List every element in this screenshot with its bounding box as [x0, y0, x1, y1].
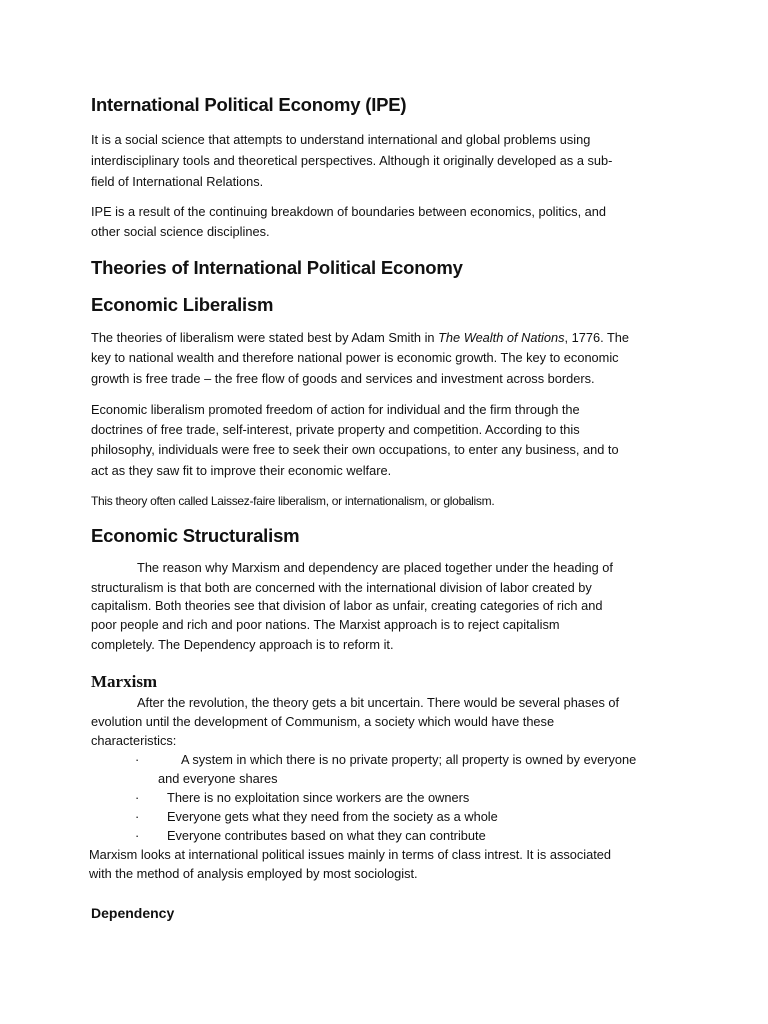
ipe-para2-line2: other social science disciplines.: [91, 224, 270, 239]
structuralism-heading: Economic Structuralism: [91, 525, 300, 546]
theories-heading: Theories of International Political Economy: [91, 257, 463, 278]
ipe-para1-line1: It is a social science that attempts to understand international and global problems using: [91, 132, 591, 147]
liberalism-text-post: , 1776. The: [564, 330, 630, 345]
marxism-bullet2: There is no exploitation since workers are the owners: [167, 790, 470, 805]
marxism-heading: Marxism: [91, 672, 158, 691]
marxism-bullet1-line1: A system in which there is no private property; all property is owned by everyone: [181, 752, 637, 767]
marxism-outro-line2: with the method of analysis employed by most sociologist.: [89, 866, 418, 881]
book-title: The Wealth of Nations: [438, 330, 565, 345]
structuralism-line3: capitalism. Both theories see that division of labor as unfair, creating categories of rich and: [91, 598, 603, 613]
bullet-dot-3: ·: [135, 809, 140, 824]
structuralism-line5: completely. The Dependency approach is to reform it.: [91, 637, 394, 652]
structuralism-line1: The reason why Marxism and dependency are placed together under the heading of: [137, 560, 613, 575]
marxism-outro-line1: Marxism looks at international political issues mainly in terms of class intrest. It is associated: [89, 847, 612, 862]
marxism-bullet4: Everyone contributes based on what they can contribute: [167, 828, 486, 843]
marxism-intro-line2: evolution until the development of Communism, a society which would have these: [91, 714, 555, 729]
liberalism-para3: This theory often called Laissez-faire liberalism, or internationalism, or globalism.: [91, 494, 495, 508]
bullet-dot-1: ·: [135, 752, 140, 767]
marxism-bullet3: Everyone gets what they need from the society as a whole: [167, 809, 498, 824]
ipe-para2-line1: IPE is a result of the continuing breakdown of boundaries between economics, politics, and: [91, 204, 607, 219]
bullet-dot-2: ·: [135, 790, 140, 805]
marxism-intro-line1: After the revolution, the theory gets a bit uncertain. There would be several phases of: [137, 695, 620, 710]
liberalism-heading: Economic Liberalism: [91, 294, 274, 315]
ipe-para1-line3: field of International Relations.: [91, 174, 264, 189]
liberalism-para1-line1: [91, 328, 629, 348]
liberalism-para1-line3: growth is free trade – the free flow of goods and services and investment across borders.: [91, 371, 595, 386]
dependency-heading: Dependency: [91, 905, 175, 921]
bullet-dot-4: ·: [135, 828, 140, 843]
liberalism-para2-line1: Economic liberalism promoted freedom of action for individual and the firm through the: [91, 402, 580, 417]
marxism-bullet1-line2: and everyone shares: [158, 771, 278, 786]
structuralism-line4: poor people and rich and poor nations. The Marxist approach is to reject capitalism: [91, 617, 560, 632]
liberalism-para2-line3: philosophy, individuals were free to seek their own occupations, to enter any business, and to: [91, 442, 619, 457]
structuralism-line2: structuralism is that both are concerned with the international division of labor created by: [91, 580, 592, 595]
ipe-para1-line2: interdisciplinary tools and theoretical perspectives. Although it originally developed as a sub-: [91, 153, 613, 168]
liberalism-para2-line2: doctrines of free trade, self-interest, private property and competition. According to this: [91, 422, 580, 437]
liberalism-para1-line2: key to national wealth and therefore national power is economic growth. The key to economic: [91, 350, 619, 365]
liberalism-para2-line4: act as they saw fit to improve their economic welfare.: [91, 463, 392, 478]
ipe-heading: International Political Economy (IPE): [91, 94, 407, 115]
liberalism-text-pre: The theories of liberalism were stated best by Adam Smith in: [91, 330, 439, 345]
marxism-intro-line3: characteristics:: [91, 733, 177, 748]
